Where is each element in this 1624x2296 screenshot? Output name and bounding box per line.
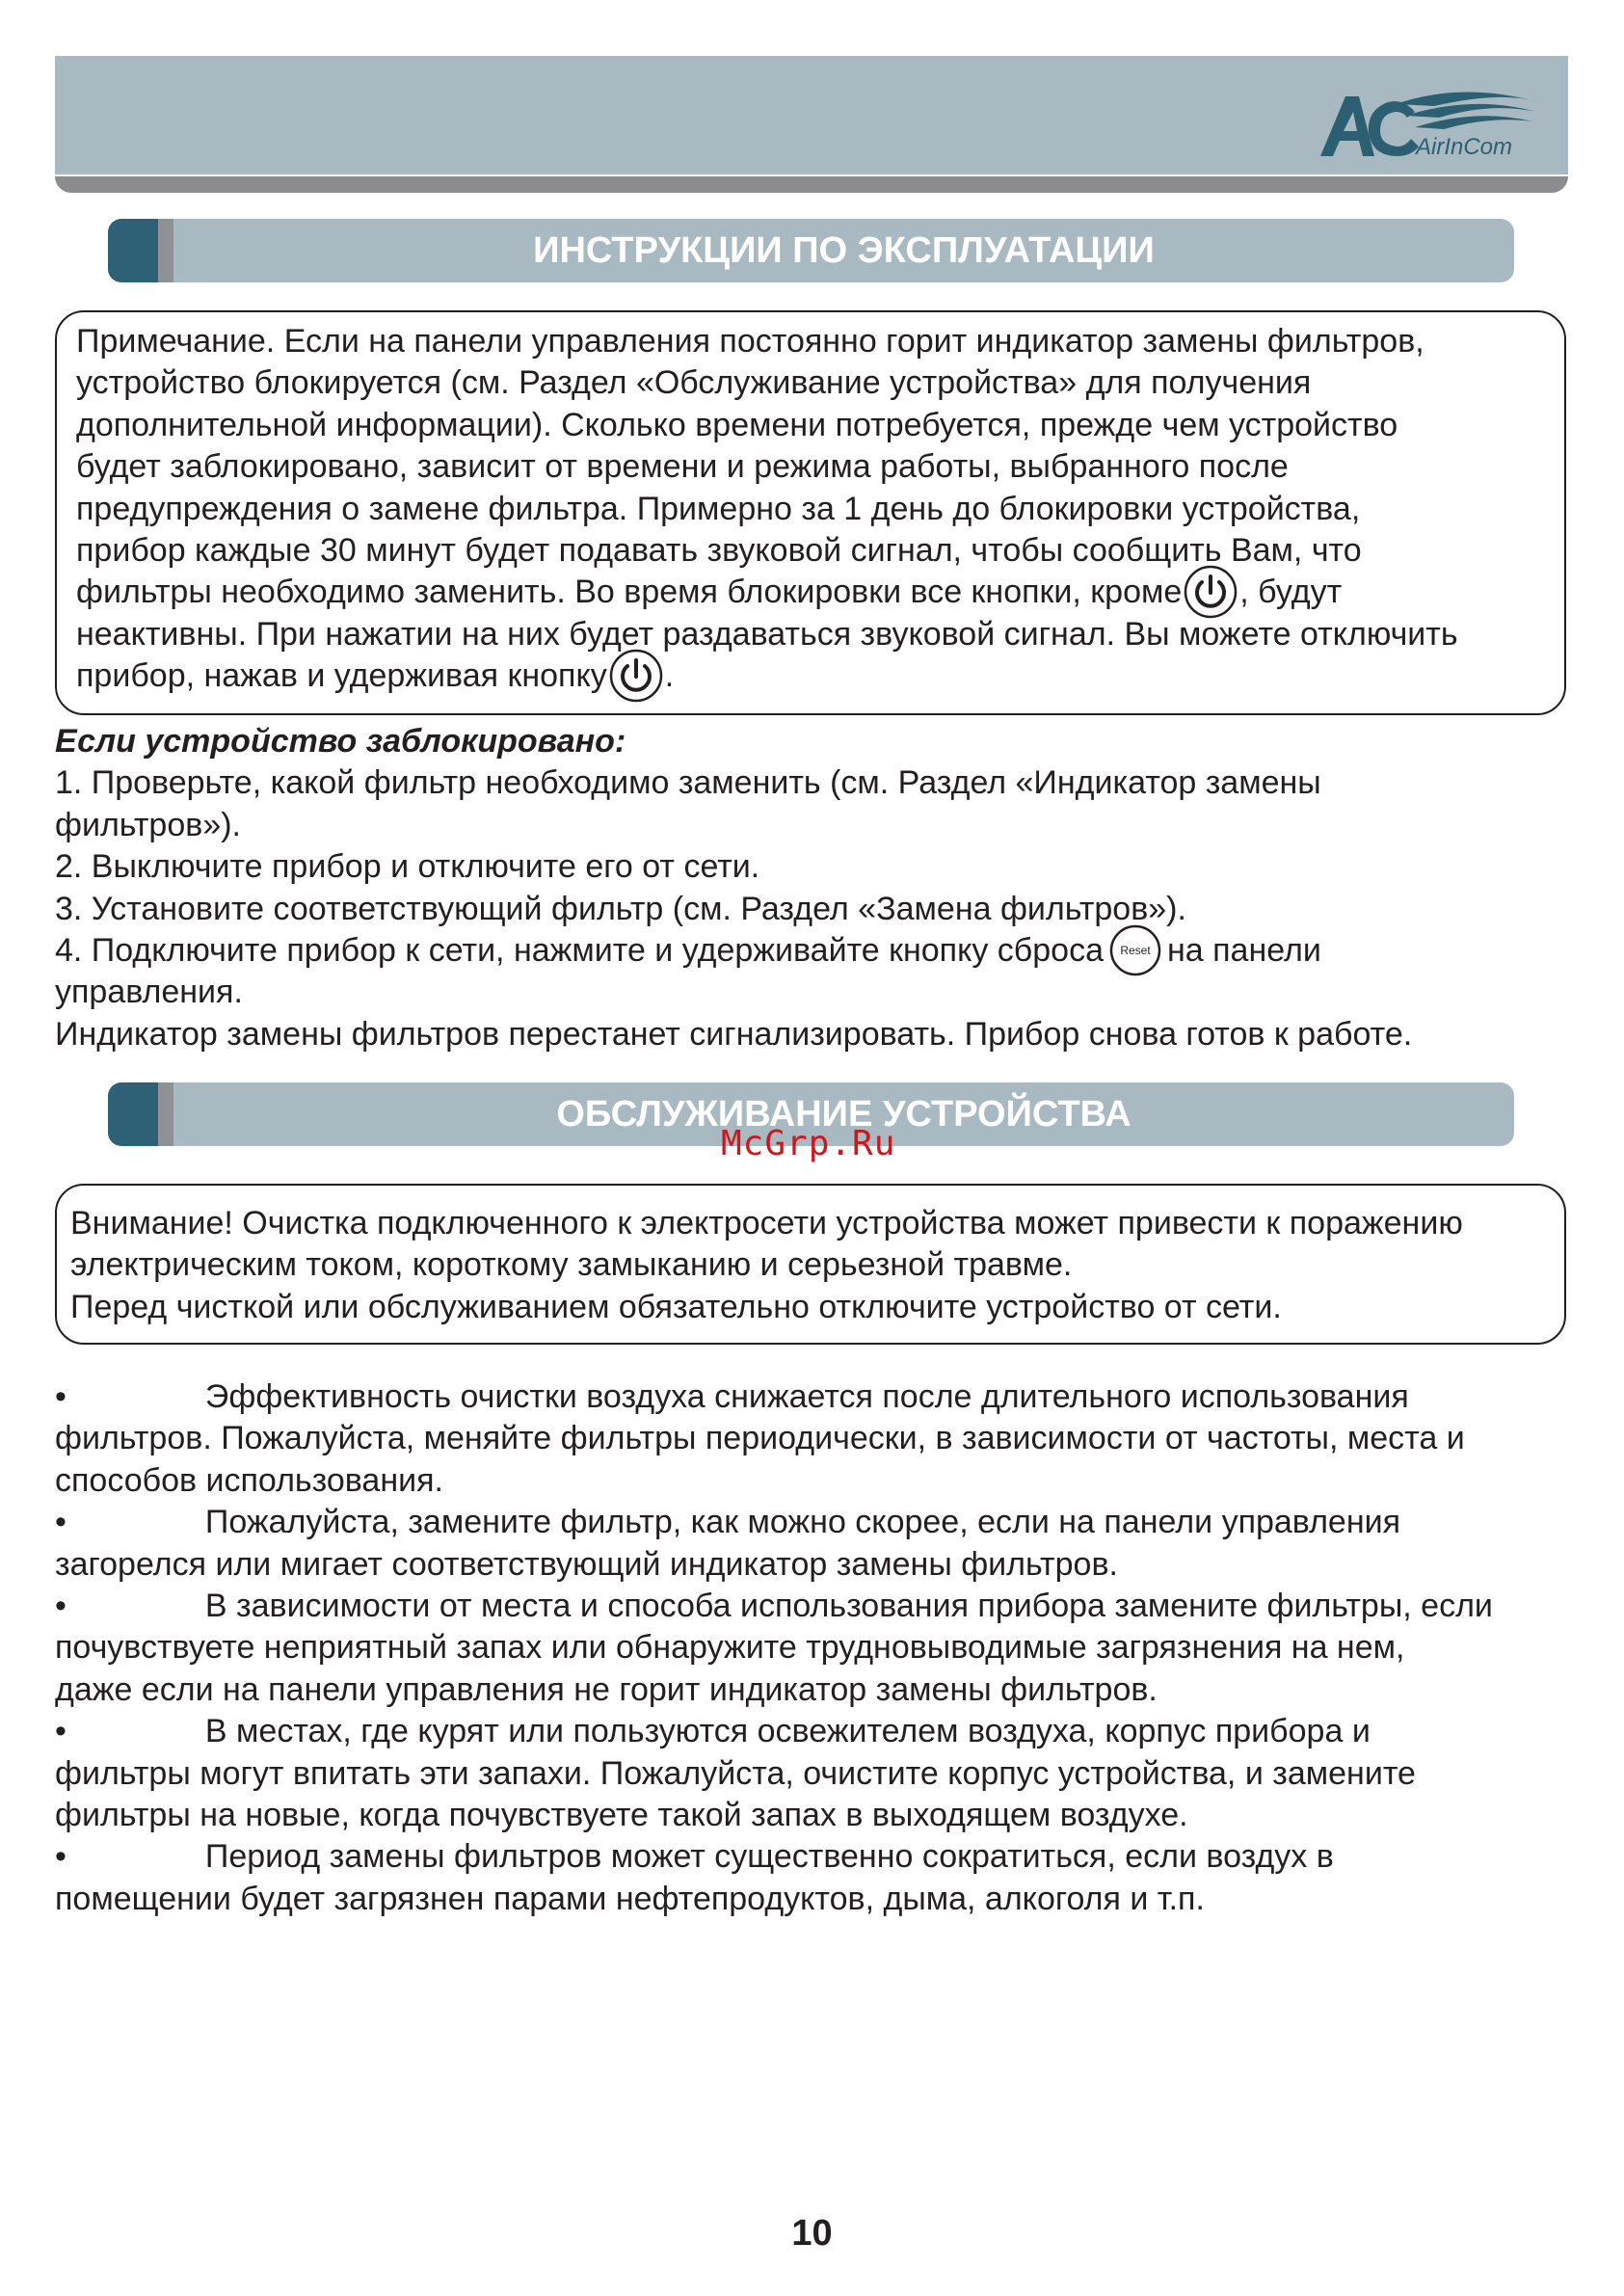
step-item: управления. bbox=[55, 974, 243, 1011]
bar-tab-dark bbox=[108, 219, 158, 282]
note-line-text: . bbox=[664, 657, 675, 695]
watermark: McGrp.Ru bbox=[721, 1124, 896, 1163]
bullet-list bbox=[55, 1376, 1493, 1920]
section-title: ИНСТРУКЦИИ ПО ЭКСПЛУАТАЦИИ bbox=[533, 230, 1155, 271]
note-line bbox=[76, 572, 1458, 613]
note-line: прибор каждые 30 минут будет подавать звуковой сигнал, чтобы сообщить Вам, что bbox=[76, 532, 1362, 570]
bullet-text: помещении будет загрязнен парами нефтепродуктов, дыма, алкоголя и т.п. bbox=[55, 1880, 1205, 1917]
power-icon bbox=[1184, 565, 1238, 619]
bullet-text: Эффективность очистки воздуха снижается после длительного использования bbox=[204, 1378, 1409, 1415]
bullet-text: почувствуете неприятный запах или обнаружите трудновыводимые загрязнения на нем, bbox=[55, 1629, 1405, 1667]
step-item: фильтров»). bbox=[55, 806, 241, 843]
bullet-text: фильтры на новые, когда почувствуете такой запах в выходящем воздухе. bbox=[55, 1797, 1188, 1834]
bar-tab-grey bbox=[158, 1082, 173, 1146]
bullet: • bbox=[55, 1713, 67, 1750]
warning-line: Внимание! Очистка подключенного к электросети устройства может привести к поражению bbox=[70, 1205, 1463, 1241]
bullet: • bbox=[55, 1504, 67, 1541]
bullet-text: Период замены фильтров может существенно сократиться, если воздух в bbox=[204, 1838, 1334, 1876]
bullet: • bbox=[55, 1838, 67, 1876]
header-rule bbox=[55, 176, 1568, 193]
final-note: Индикатор замены фильтров перестанет сигнализировать. Прибор снова готов к работе. bbox=[55, 1015, 1413, 1053]
warning-line: электрическим током, короткому замыканию и серьезной травме. bbox=[70, 1246, 1073, 1284]
note-line bbox=[76, 655, 1458, 697]
bullet-text: В местах, где курят или пользуются освежителем воздуха, корпус прибора и bbox=[204, 1713, 1371, 1750]
note-line: Примечание. Если на панели управления постоянно горит индикатор замены фильтров, bbox=[76, 323, 1424, 360]
note-line-text: прибор, нажав и удерживая кнопку bbox=[76, 657, 607, 695]
note-line: дополнительной информации). Сколько времени потребуется, прежде чем устройство bbox=[76, 406, 1398, 443]
bullet-text: фильтры могут впитать эти запахи. Пожалуйста, очистите корпус устройства, и замените bbox=[55, 1754, 1416, 1792]
power-icon bbox=[609, 649, 663, 703]
note-line-text: , будут bbox=[1239, 574, 1343, 611]
note-line: предупреждения о замене фильтра. Примерно за 1 день до блокировки устройства, bbox=[76, 490, 1361, 527]
note-line: неактивны. При нажатии на них будет раздаваться звуковой сигнал. Вы можете отключить bbox=[76, 615, 1458, 653]
blocked-steps bbox=[55, 721, 1412, 1055]
warning-line: Перед чисткой или обслуживанием обязательно отключите устройство от сети. bbox=[70, 1288, 1282, 1325]
bullet-text: загорелся или мигает соответствующий индикатор замены фильтров. bbox=[55, 1545, 1118, 1583]
step-item: 2. Выключите прибор и отключите его от сети. bbox=[55, 848, 760, 886]
note-text bbox=[76, 321, 1458, 698]
reset-icon bbox=[1109, 924, 1161, 976]
list-item bbox=[55, 1376, 1493, 1418]
step-item bbox=[55, 930, 1412, 972]
list-item bbox=[55, 1586, 1493, 1627]
list-item bbox=[55, 1711, 1493, 1752]
step-item: 3. Установите соответствующий фильтр (см. Раздел «Замена фильтров»). bbox=[55, 890, 1186, 927]
bullet-text: способов использования. bbox=[55, 1461, 443, 1499]
step-item: 1. Проверьте, какой фильтр необходимо заменить (см. Раздел «Индикатор замены bbox=[55, 764, 1321, 802]
section-bar-operating-instructions bbox=[108, 219, 1514, 282]
step-text: на панели bbox=[1167, 932, 1321, 970]
step-text: 4. Подключите прибор к сети, нажмите и удерживайте кнопку сброса bbox=[55, 932, 1104, 970]
section-title: ОБСЛУЖИВАНИЕ УСТРОЙСТВА bbox=[556, 1094, 1131, 1135]
logo-text: AirInCom bbox=[1416, 134, 1513, 160]
bullet: • bbox=[55, 1378, 67, 1415]
blocked-heading: Если устройство заблокировано: bbox=[55, 723, 626, 760]
bar-tab-grey bbox=[158, 219, 173, 282]
note-line: устройство блокируется (см. Раздел «Обслуживание устройства» для получения bbox=[76, 364, 1312, 402]
bullet-text: даже если на панели управления не горит индикатор замены фильтров. bbox=[55, 1670, 1158, 1708]
reset-icon-label: Reset bbox=[1120, 944, 1151, 958]
warning-text bbox=[70, 1203, 1463, 1328]
bullet-text: Пожалуйста, замените фильтр, как можно скорее, если на панели управления bbox=[204, 1504, 1401, 1541]
note-line-text: фильтры необходимо заменить. Во время блокировки все кнопки, кроме bbox=[76, 574, 1183, 611]
bullet-text: фильтров. Пожалуйста, меняйте фильтры периодически, в зависимости от частоты, места и bbox=[55, 1420, 1465, 1457]
page-number: 10 bbox=[791, 2213, 833, 2254]
bullet: • bbox=[55, 1588, 67, 1625]
bar-tab-dark bbox=[108, 1082, 158, 1146]
note-line: будет заблокировано, зависит от времени и режима работы, выбранного после bbox=[76, 448, 1289, 486]
list-item bbox=[55, 1836, 1493, 1878]
bullet-text: В зависимости от места и способа использования прибора замените фильтры, если bbox=[204, 1588, 1493, 1625]
list-item bbox=[55, 1502, 1493, 1543]
